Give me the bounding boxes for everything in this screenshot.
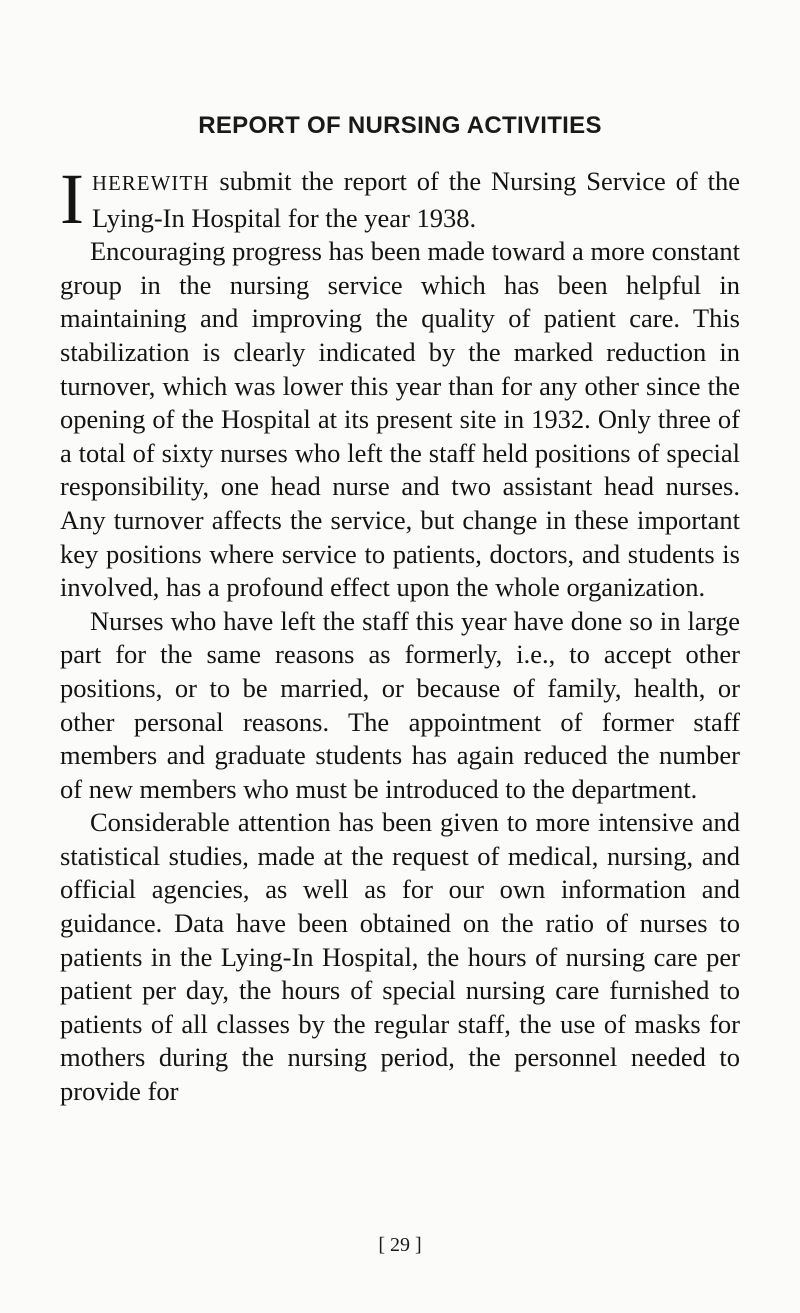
- paragraph-2: Encouraging progress has been made toward a more constant group in the nursing service which has been helpful in maintaining and improving the quality of patient care. This stabilization is clearly indicated by the marked reduction in turnover, which was lower this year than for any other since the opening of the Hospital at its present site in 1932. Only three of a total of sixty nurses who left the staff held positions of special responsibility, one head nurse and two assistant head nurses. Any turnover affects the service, but change in these important key positions where service to patients, doctors, and students is involved, has a profound effect upon the whole organization.: [60, 236, 740, 603]
- document-page: [60, 0, 740, 1313]
- page-number: [ 29 ]: [378, 1234, 422, 1256]
- paragraph-3: Nurses who have left the staff this year have done so in large part for the same reasons as formerly, i.e., to accept other positions, or to be married, or because of family, health, or other personal reasons. The appointment of former staff members and graduate students has again reduced the number of new members who must be introduced to the department.: [60, 605, 740, 804]
- paragraph-1-text: submit the report of the Nursing Service of the Lying-In Hospital for the year 1938.: [91, 166, 740, 233]
- paragraph-4: Considerable attention has been given to more intensive and statistical studies, made at the request of medical, nursing, and official agencies, as well as for our own information and guidance. Data have been obtained on the ratio of nurses to patients in the Lying-In Hospital, the hours of nursing care per patient per day, the hours of special nursing care furnished to patients of all classes by the regular staff, the use of masks for mothers during the nursing period, the personnel needed to provide for: [60, 807, 740, 1107]
- opening-word: HEREWITH: [91, 173, 210, 195]
- drop-cap: I: [60, 159, 84, 239]
- page-title: REPORT OF NURSING ACTIVITIES: [198, 112, 602, 139]
- paragraph-1: [60, 159, 740, 239]
- body-text: [60, 159, 740, 1109]
